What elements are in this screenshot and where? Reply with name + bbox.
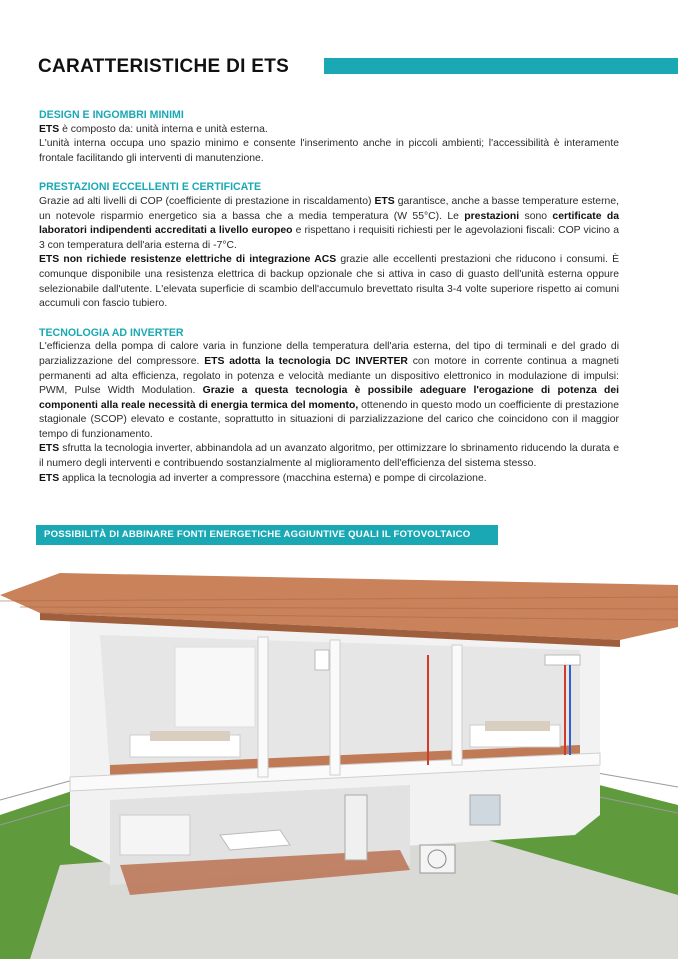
- bold-text: ETS: [374, 195, 395, 207]
- bold-text: ETS: [39, 443, 60, 455]
- bold-text: ETS non richiede resistenze elettriche di integrazione ACS: [39, 254, 337, 266]
- bold-text: ETS: [39, 472, 60, 484]
- bold-text: ETS adotta la tecnologia DC INVERTER: [204, 355, 408, 367]
- section-prestazioni: [39, 180, 619, 311]
- text-run: con motore in corrente continua a magneti permanenti ad alta efficienza, regolato in potenza e velocità mediante un dispositivo elettronico in modulazione di impulsi: PWM, Pulse Width Modulation.: [39, 355, 619, 397]
- house-cutaway-illustration: [0, 565, 678, 959]
- text-run: L'unità interna occupa uno spazio minimo e consente l'inserimento anche in piccoli ambienti; l'accessibilità è interamente frontale facilitando gli interventi di manutenzione.: [39, 138, 619, 164]
- paragraph: [39, 340, 619, 442]
- text-run: ottenendo in questo modo un coefficiente di prestazione stagionale (SCOP) elevato e costante, soprattutto in situazioni di parzializzazione del carico che coincidono con il maggior tempo di funzionamento.: [39, 399, 619, 440]
- section-title: PRESTAZIONI ECCELLENTI E CERTIFICATE: [39, 181, 262, 194]
- bold-text: prestazioni: [464, 210, 520, 222]
- text-run: grazie alle eccellenti prestazioni che riducono i consumi. È comunque disponibile una resistenza elettrica di backup opzionale che si attiva in caso di guasto dell'unità esterna oppure selezionabile dall'utente. L'elevata superficie di scambio dell'accumulo brevettato risulta 3-4 volte superiore rispetto ai comuni accumuli con fascio tubiero.: [39, 254, 619, 310]
- text-run: sono: [519, 210, 553, 222]
- text-run: L'efficienza della pompa di calore varia in funzione della temperatura dell'aria esterna, del tipo di terminali e del grado di parzializzazione del compressore.: [39, 341, 619, 367]
- text-run: è composto da: unità interna e unità esterna.: [59, 123, 268, 135]
- section-title: DESIGN E INGOMBRI MINIMI: [39, 109, 184, 121]
- paragraph: [39, 442, 619, 471]
- photovoltaic-banner: POSSIBILITÀ DI ABBINARE FONTI ENERGETICHE AGGIUNTIVE QUALI IL FOTOVOLTAICO: [36, 525, 498, 545]
- bold-text: ETS: [39, 123, 60, 135]
- text-run: sfrutta la tecnologia inverter, abbinandola ad un avanzato algoritmo, per ottimizzare lo sbrinamento riducendo la durata e il numero degli interventi e contribuendo sostanzialmente al miglioramento dell'efficienza del sistema stesso.: [39, 443, 619, 470]
- text-run: e rispettano i requisiti richiesti per le agevolazioni fiscali: COP vicino a 3 con temperatura dell'aria esterna di -7°C.: [39, 225, 619, 251]
- text-run: Grazie ad alti livelli di COP (coefficiente di prestazione in riscaldamento): [39, 195, 375, 207]
- document-body: [39, 108, 619, 486]
- page-title: CARATTERISTICHE DI ETS: [38, 56, 290, 77]
- bold-text: certificate da laboratori indipendenti accreditati a livello europeo: [39, 210, 620, 237]
- paragraph: [39, 472, 619, 487]
- bold-text: Grazie a questa tecnologia è possibile adeguare l'erogazione di potenza dei componenti alla reale necessità di energia termica del momento,: [39, 385, 619, 411]
- paragraph: [39, 123, 619, 138]
- paragraph: [39, 195, 619, 253]
- paragraph: [39, 253, 619, 311]
- title-accent-bar: [324, 58, 678, 74]
- text-run: garantisce, anche a basse temperature esterne, un notevole risparmio energetico sia a bassa che a media temperatura (W 55°C). Le: [39, 195, 619, 222]
- text-run: applica la tecnologia ad inverter a compressore (macchina esterna) e pompe di circolazione.: [59, 472, 487, 484]
- section-title: TECNOLOGIA AD INVERTER: [39, 326, 184, 339]
- section-design: [39, 108, 619, 166]
- section-inverter: [39, 326, 619, 487]
- paragraph: [39, 137, 619, 166]
